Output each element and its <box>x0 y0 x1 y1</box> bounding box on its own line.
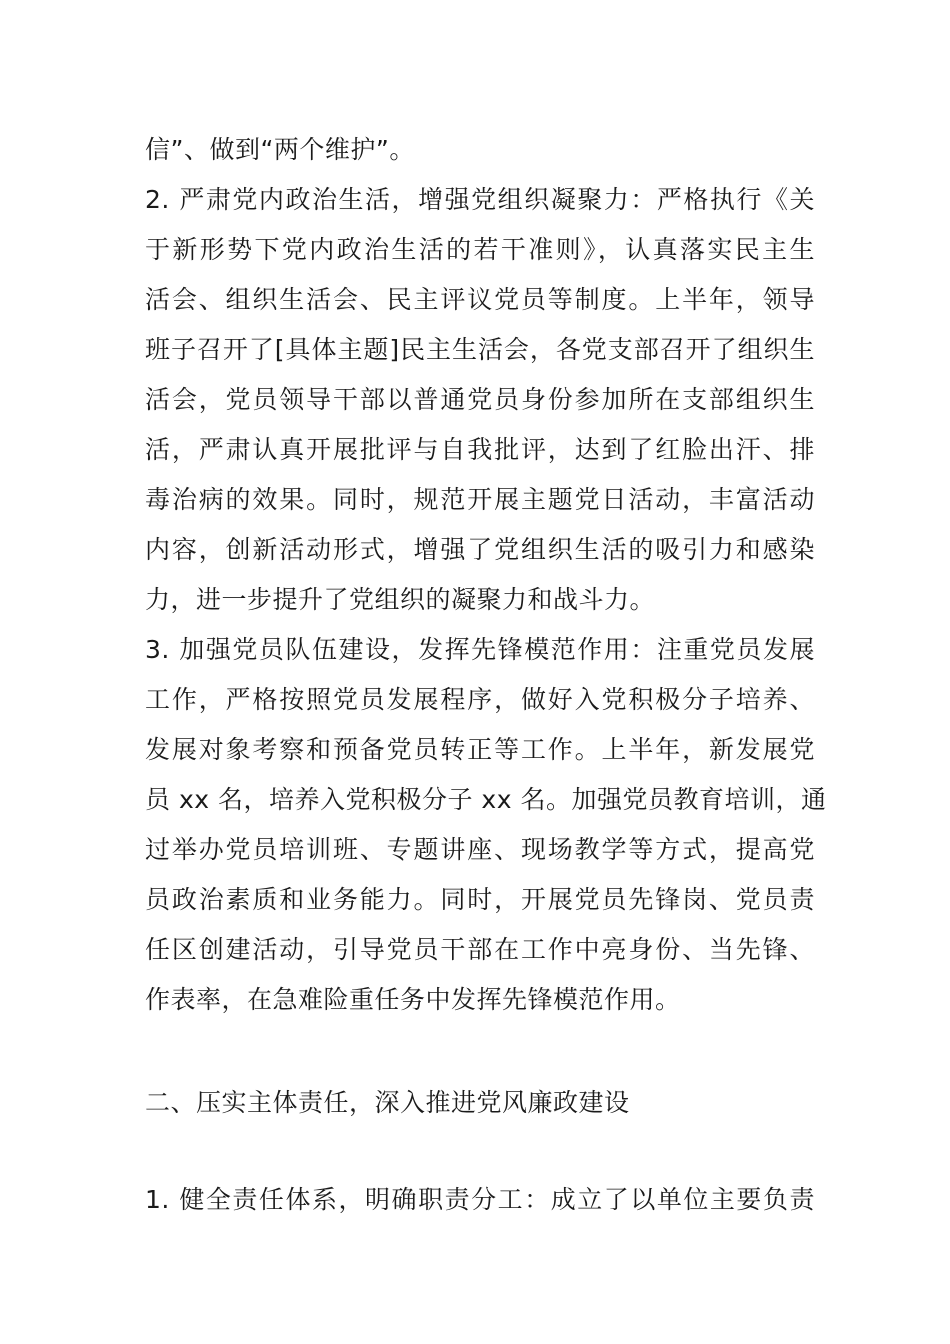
text-line: 于新形势下党内政治生活的若干准则》，认真落实民主生 <box>145 235 815 264</box>
text-line: 发展对象考察和预备党员转正等工作。上半年，新发展党 <box>145 735 815 764</box>
text-line: 工作，严格按照党员发展程序，做好入党积极分子培养、 <box>145 685 815 714</box>
text-line: 作表率，在急难险重任务中发挥先锋模范作用。 <box>145 985 681 1014</box>
text-line: 员政治素质和业务能力。同时，开展党员先锋岗、党员责 <box>145 885 815 914</box>
section-heading: 二、压实主体责任，深入推进党风廉政建设 <box>145 1088 630 1117</box>
text-line: 活，严肃认真开展批评与自我批评，达到了红脸出汗、排 <box>145 435 815 464</box>
text-line: 毒治病的效果。同时，规范开展主题党日活动，丰富活动 <box>145 485 815 514</box>
text-line: 班子召开了[具体主题]民主生活会，各党支部召开了组织生 <box>145 335 815 364</box>
text-line: 活会、组织生活会、民主评议党员等制度。上半年，领导 <box>145 285 815 314</box>
text-line: 内容，创新活动形式，增强了党组织生活的吸引力和感染 <box>145 535 815 564</box>
text-line: 2. 严肃党内政治生活，增强党组织凝聚力：严格执行《关 <box>145 185 815 214</box>
text-line: 任区创建活动，引导党员干部在工作中亮身份、当先锋、 <box>145 935 815 964</box>
text-line: 力，进一步提升了党组织的凝聚力和战斗力。 <box>145 585 656 614</box>
text-line: 活会，党员领导干部以普通党员身份参加所在支部组织生 <box>145 385 815 414</box>
text-line: 员 xx 名，培养入党积极分子 xx 名。加强党员教育培训，通 <box>145 785 827 814</box>
text-line: 1. 健全责任体系，明确职责分工：成立了以单位主要负责 <box>145 1185 815 1214</box>
text-line: 过举办党员培训班、专题讲座、现场教学等方式，提高党 <box>145 835 815 864</box>
text-line: 信”、做到“两个维护”。 <box>145 135 415 164</box>
text-line: 3. 加强党员队伍建设，发挥先锋模范作用：注重党员发展 <box>145 635 815 664</box>
